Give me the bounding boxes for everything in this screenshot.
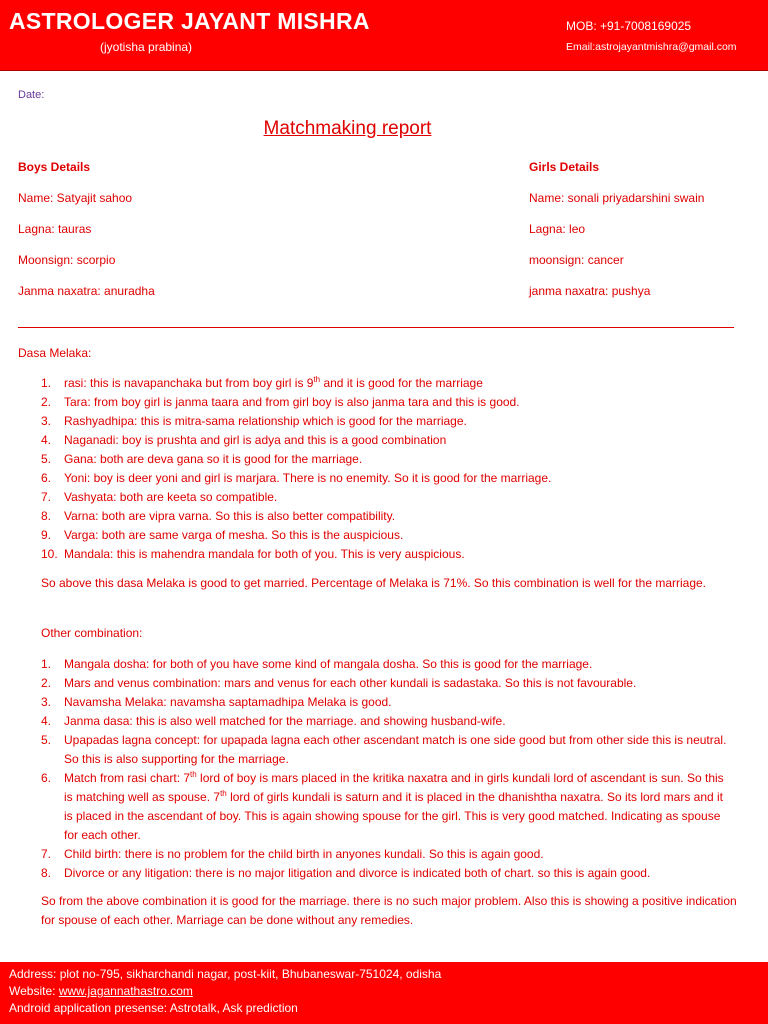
girls-details: [529, 160, 704, 315]
list-number: 5.: [41, 733, 52, 747]
list-item: 8. Divorce or any litigation: there is no major litigation and divorce is indicated both of chart. so this is again good.: [0, 864, 760, 883]
list-item: 2. Tara: from boy girl is janma taara and from girl boy is also janma tara and this is good.: [0, 393, 760, 412]
footer-address: Address: plot no-795, sikharchandi nagar, post-kiit, Bhubaneswar-751024, odisha: [9, 967, 442, 981]
boys-moonsign: Moonsign: scorpio: [18, 253, 116, 267]
list-item: 7. Vashyata: both are keeta so compatible.: [0, 488, 760, 507]
boys-lagna: Lagna: tauras: [18, 222, 92, 236]
list-item: 8. Varna: both are vipra varna. So this is also better compatibility.: [0, 507, 760, 526]
dasa-summary: So above this dasa Melaka is good to get married. Percentage of Melaka is 71%. So this combination is well for the marriage.: [41, 576, 707, 590]
list-item: 4. Janma dasa: this is also well matched for the marriage. and showing husband-wife.: [0, 712, 760, 731]
list-item: 3. Navamsha Melaka: navamsha saptamadhipa Melaka is good.: [0, 693, 760, 712]
list-item: 5. Upapadas lagna concept: for upapada lagna each other ascendant match is one side good but from other side this is neutral. So this is also supporting for the marriage.: [41, 733, 727, 766]
list-item: 6. Match from rasi chart: 7th lord of boy is mars placed in the kritika naxatra and in girls kundali lord of ascendant is sun. So this is matching well as spouse. 7th lord of girls kundali is saturn and it is placed in the dhanishtha naxatra. So its lord mars and it is placed in the ascendant of boy. This is again showing spouse for the girl. This is very good matched. Indicating as spouse for each other.: [41, 770, 724, 842]
dasa-melaka-list: [0, 374, 760, 564]
list-number: 5.: [41, 452, 52, 466]
list-item: 1. rasi: this is navapanchaka but from boy girl is 9th and it is good for the marriage: [0, 374, 760, 393]
list-number: 4.: [41, 714, 52, 728]
list-item: 1. Mangala dosha: for both of you have some kind of mangala dosha. So this is good for the marriage.: [0, 655, 760, 674]
girls-moonsign: moonsign: cancer: [529, 253, 624, 267]
letterhead-footer: [0, 962, 768, 1024]
boys-naxatra: Janma naxatra: anuradha: [18, 284, 155, 298]
list-item: 10. Mandala: this is mahendra mandala for both of you. This is very auspicious.: [0, 545, 760, 564]
boys-details-heading: Boys Details: [18, 160, 91, 174]
mobile-number: MOB: +91-7008169025: [566, 19, 692, 33]
list-item: 4. Naganadi: boy is prushta and girl is adya and this is a good combination: [0, 431, 760, 450]
website-link[interactable]: www.jagannathastro.com: [58, 984, 193, 998]
list-number: 9.: [41, 528, 52, 542]
list-number: 3.: [41, 695, 52, 709]
list-item: 6. Yoni: boy is deer yoni and girl is marjara. There is no enemity. So it is good for the marriage.: [0, 469, 760, 488]
list-number: 4.: [41, 433, 52, 447]
footer-website: Website: www.jagannathastro.com: [9, 984, 193, 998]
date-label: Date:: [18, 89, 45, 101]
list-number: 8.: [41, 509, 52, 523]
list-number: 6.: [41, 471, 52, 485]
list-number: 8.: [41, 866, 52, 880]
final-summary: So from the above combination it is good for the marriage. there is no such major problem. Also this is showing a positive indication for spouse of each other. Marriage can be done without any remedies.: [41, 894, 737, 927]
list-item: 5. Gana: both are deva gana so it is good for the marriage.: [0, 450, 760, 469]
list-number: 3.: [41, 414, 52, 428]
list-number: 10.: [41, 547, 58, 561]
girls-naxatra: janma naxatra: pushya: [529, 284, 651, 298]
other-combination-heading: Other combination:: [41, 626, 143, 640]
girls-name: Name: sonali priyadarshini swain: [529, 191, 705, 205]
brand-title: ASTROLOGER JAYANT MISHRA: [9, 8, 370, 34]
list-number: 1.: [41, 376, 52, 390]
list-number: 2.: [41, 395, 52, 409]
other-combination-list: [0, 655, 760, 883]
report-title: Matchmaking report: [263, 118, 432, 139]
list-number: 1.: [41, 657, 52, 671]
list-number: 2.: [41, 676, 52, 690]
list-item: 9. Varga: both are same varga of mesha. So this is the auspicious.: [0, 526, 760, 545]
section-divider: [18, 327, 734, 328]
girls-lagna: Lagna: leo: [529, 222, 586, 236]
list-number: 6.: [41, 771, 52, 785]
footer-android: Android application presense: Astrotalk, Ask prediction: [9, 1001, 298, 1015]
dasa-melaka-heading: Dasa Melaka:: [18, 346, 92, 360]
girls-details-heading: Girls Details: [529, 160, 600, 174]
list-item: 2. Mars and venus combination: mars and venus for each other kundali is sadastaka. So this is not favourable.: [0, 674, 760, 693]
boys-name: Name: Satyajit sahoo: [18, 191, 133, 205]
list-number: 7.: [41, 490, 52, 504]
boys-details: [18, 160, 155, 315]
list-number: 7.: [41, 847, 52, 861]
brand-subtitle: (jyotisha prabina): [100, 40, 193, 54]
letterhead-header: [0, 0, 768, 71]
list-item: 3. Rashyadhipa: this is mitra-sama relationship which is good for the marriage.: [0, 412, 760, 431]
list-item: 7. Child birth: there is no problem for the child birth in anyones kundali. So this is again good.: [0, 845, 760, 864]
email-address: Email:astrojayantmishra@gmail.com: [566, 41, 737, 53]
